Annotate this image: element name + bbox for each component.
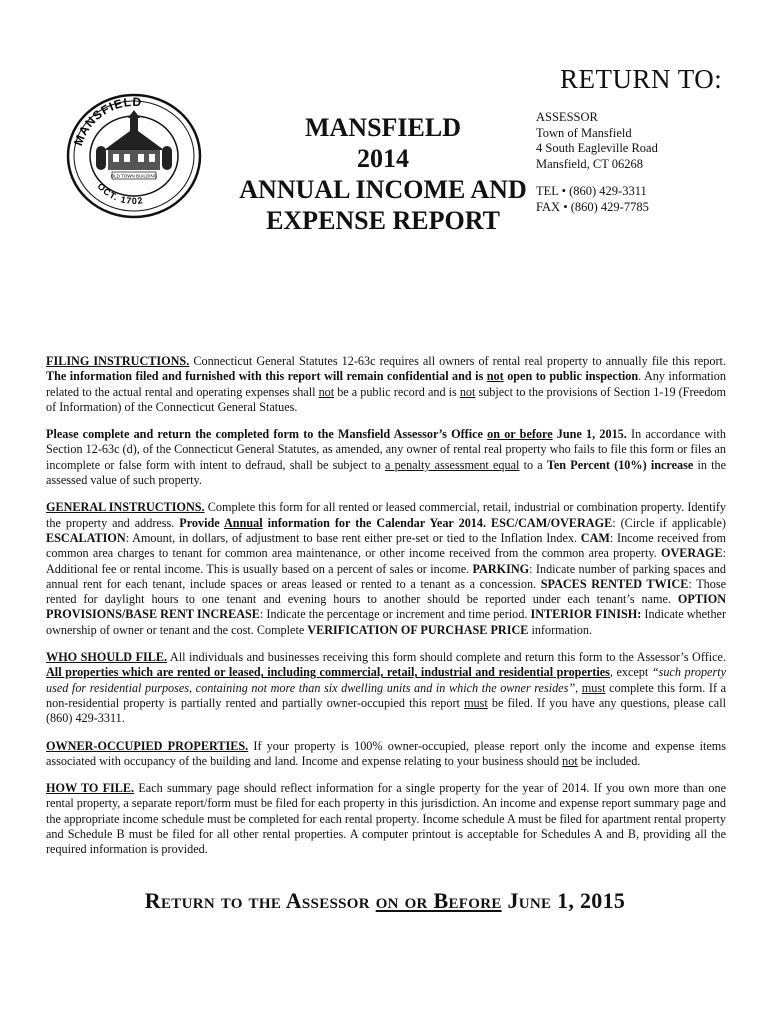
general-instructions-paragraph: GENERAL INSTRUCTIONS. Complete this form for all rented or leased commercial, retail, industrial or combination property. Identify the property and address. Provide Annual information for the Calendar Year 2014. ESC/CAM/OVERAGE: (Circle if applicable) ESCALATION: Amount, in dollars, of adjustment to base rent either pre-set or tied to the Inflation Index. CAM: Income received from common area charges to tenant for common area maintenance, or other income received from the common area property. OVERAGE: Additional fee or rental income. This is usually based on a percent of sales or income. PARKING: Indicate number of parking spaces and annual rent for each tenant, include spaces or areas leased or rented to a tenant as a concession. SPACES RENTED TWICE: Those rented for daylight hours to one tenant and evening hours to another should be reported under each tenant’s name. OPTION PROVISIONS/BASE RENT INCREASE: Indicate the percentage or increment and time period. INTERIOR FINISH: Indicate whether ownership of owner or tenant and the cost. Complete VERIFICATION OF PURCHASE PRICE information.	[46, 500, 727, 637]
who-should-file-paragraph: WHO SHOULD FILE. All individuals and businesses receiving this form should complete and return this form to the Assessor’s Office. All properties which are rented or leased, including commercial, retail, industrial and residential properties, except “such property used for residential purposes, containing not more than six dwelling units and in which the owner resides”, must complete this form. If a non-residential property is partially rented and partially owner-occupied this report must be filed. If you have any questions, please call (860) 429-3311.	[46, 650, 727, 726]
seal-top-text: MANSFIELD	[71, 94, 143, 148]
title-line4: EXPENSE REPORT	[266, 206, 500, 235]
return-to-heading: RETURN TO:	[560, 64, 723, 94]
owner-occupied-paragraph: OWNER-OCCUPIED PROPERTIES. If your property is 100% owner-occupied, please report only the income and expense items associated with occupancy of the building and land. Income and expense relating to your business should not be included.	[46, 738, 726, 768]
town-seal-logo	[60, 90, 208, 220]
seal-building-caption: OLD TOWN BUILDING	[110, 173, 158, 179]
filing-instructions-paragraph: FILING INSTRUCTIONS. Connecticut General Statutes 12-63c requires all owners of rental real property to annually file this report. The information filed and furnished with this report will remain confidential and is not open to public inspection. Any information related to the actual rental and operating expenses shall not be a public record and is not subject to the provisions of Section 1-19 (Freedom of Information) of the Connecticut General Statues.	[46, 354, 726, 414]
return-deadline-footer: Return to the Assessor on or Before June 1, 2015	[144, 888, 626, 913]
city-state-zip: Mansfield, CT 06268	[536, 156, 644, 171]
how-to-file-paragraph: HOW TO FILE. Each summary page should reflect information for a single property for the year of 2014. If you own more than one rental property, a separate report/form must be filed for each property in this jurisdiction. An income and expense report summary page and the appropriate income schedule must be completed for each rental property. Income schedule A must be filed for apartment rental property and Schedule B must be filed for all other rental properties. A computer printout is acceptable for Schedules A and B, providing all the required information is provided.	[46, 781, 727, 857]
report-title	[228, 112, 538, 236]
telephone: TEL • (860) 429-3311	[536, 184, 647, 198]
howto-heading: HOW TO FILE.	[46, 781, 135, 796]
title-year: 2014	[357, 144, 409, 173]
title-line3: ANNUAL INCOME AND	[239, 175, 527, 204]
who-heading: WHO SHOULD FILE.	[46, 650, 168, 665]
title-town: MANSFIELD	[304, 113, 461, 142]
town-name: Town of Mansfield	[536, 125, 632, 140]
general-heading: GENERAL INSTRUCTIONS.	[46, 500, 205, 515]
assessor-office: ASSESSOR	[536, 110, 598, 124]
return-address-block	[536, 110, 658, 215]
fax: FAX • (860) 429-7785	[536, 199, 649, 214]
street-address: 4 South Eagleville Road	[536, 141, 658, 155]
owner-heading: OWNER-OCCUPIED PROPERTIES.	[46, 738, 249, 753]
deadline-paragraph: Please complete and return the completed form to the Mansfield Assessor’s Office on or before June 1, 2015. In accordance with Section 12-63c (d), of the Connecticut General Statutes, as amended, any owner of rental real property who fails to file this form or files an incomplete or false form with intent to defraud, shall be subject to a penalty assessment equal to a Ten Percent (10%) increase in the assessed value of such property.	[46, 427, 727, 488]
filing-heading: FILING INSTRUCTIONS.	[46, 354, 190, 368]
seal-bottom-text: OCT. 1702	[95, 181, 145, 207]
instructions-body	[46, 354, 726, 870]
